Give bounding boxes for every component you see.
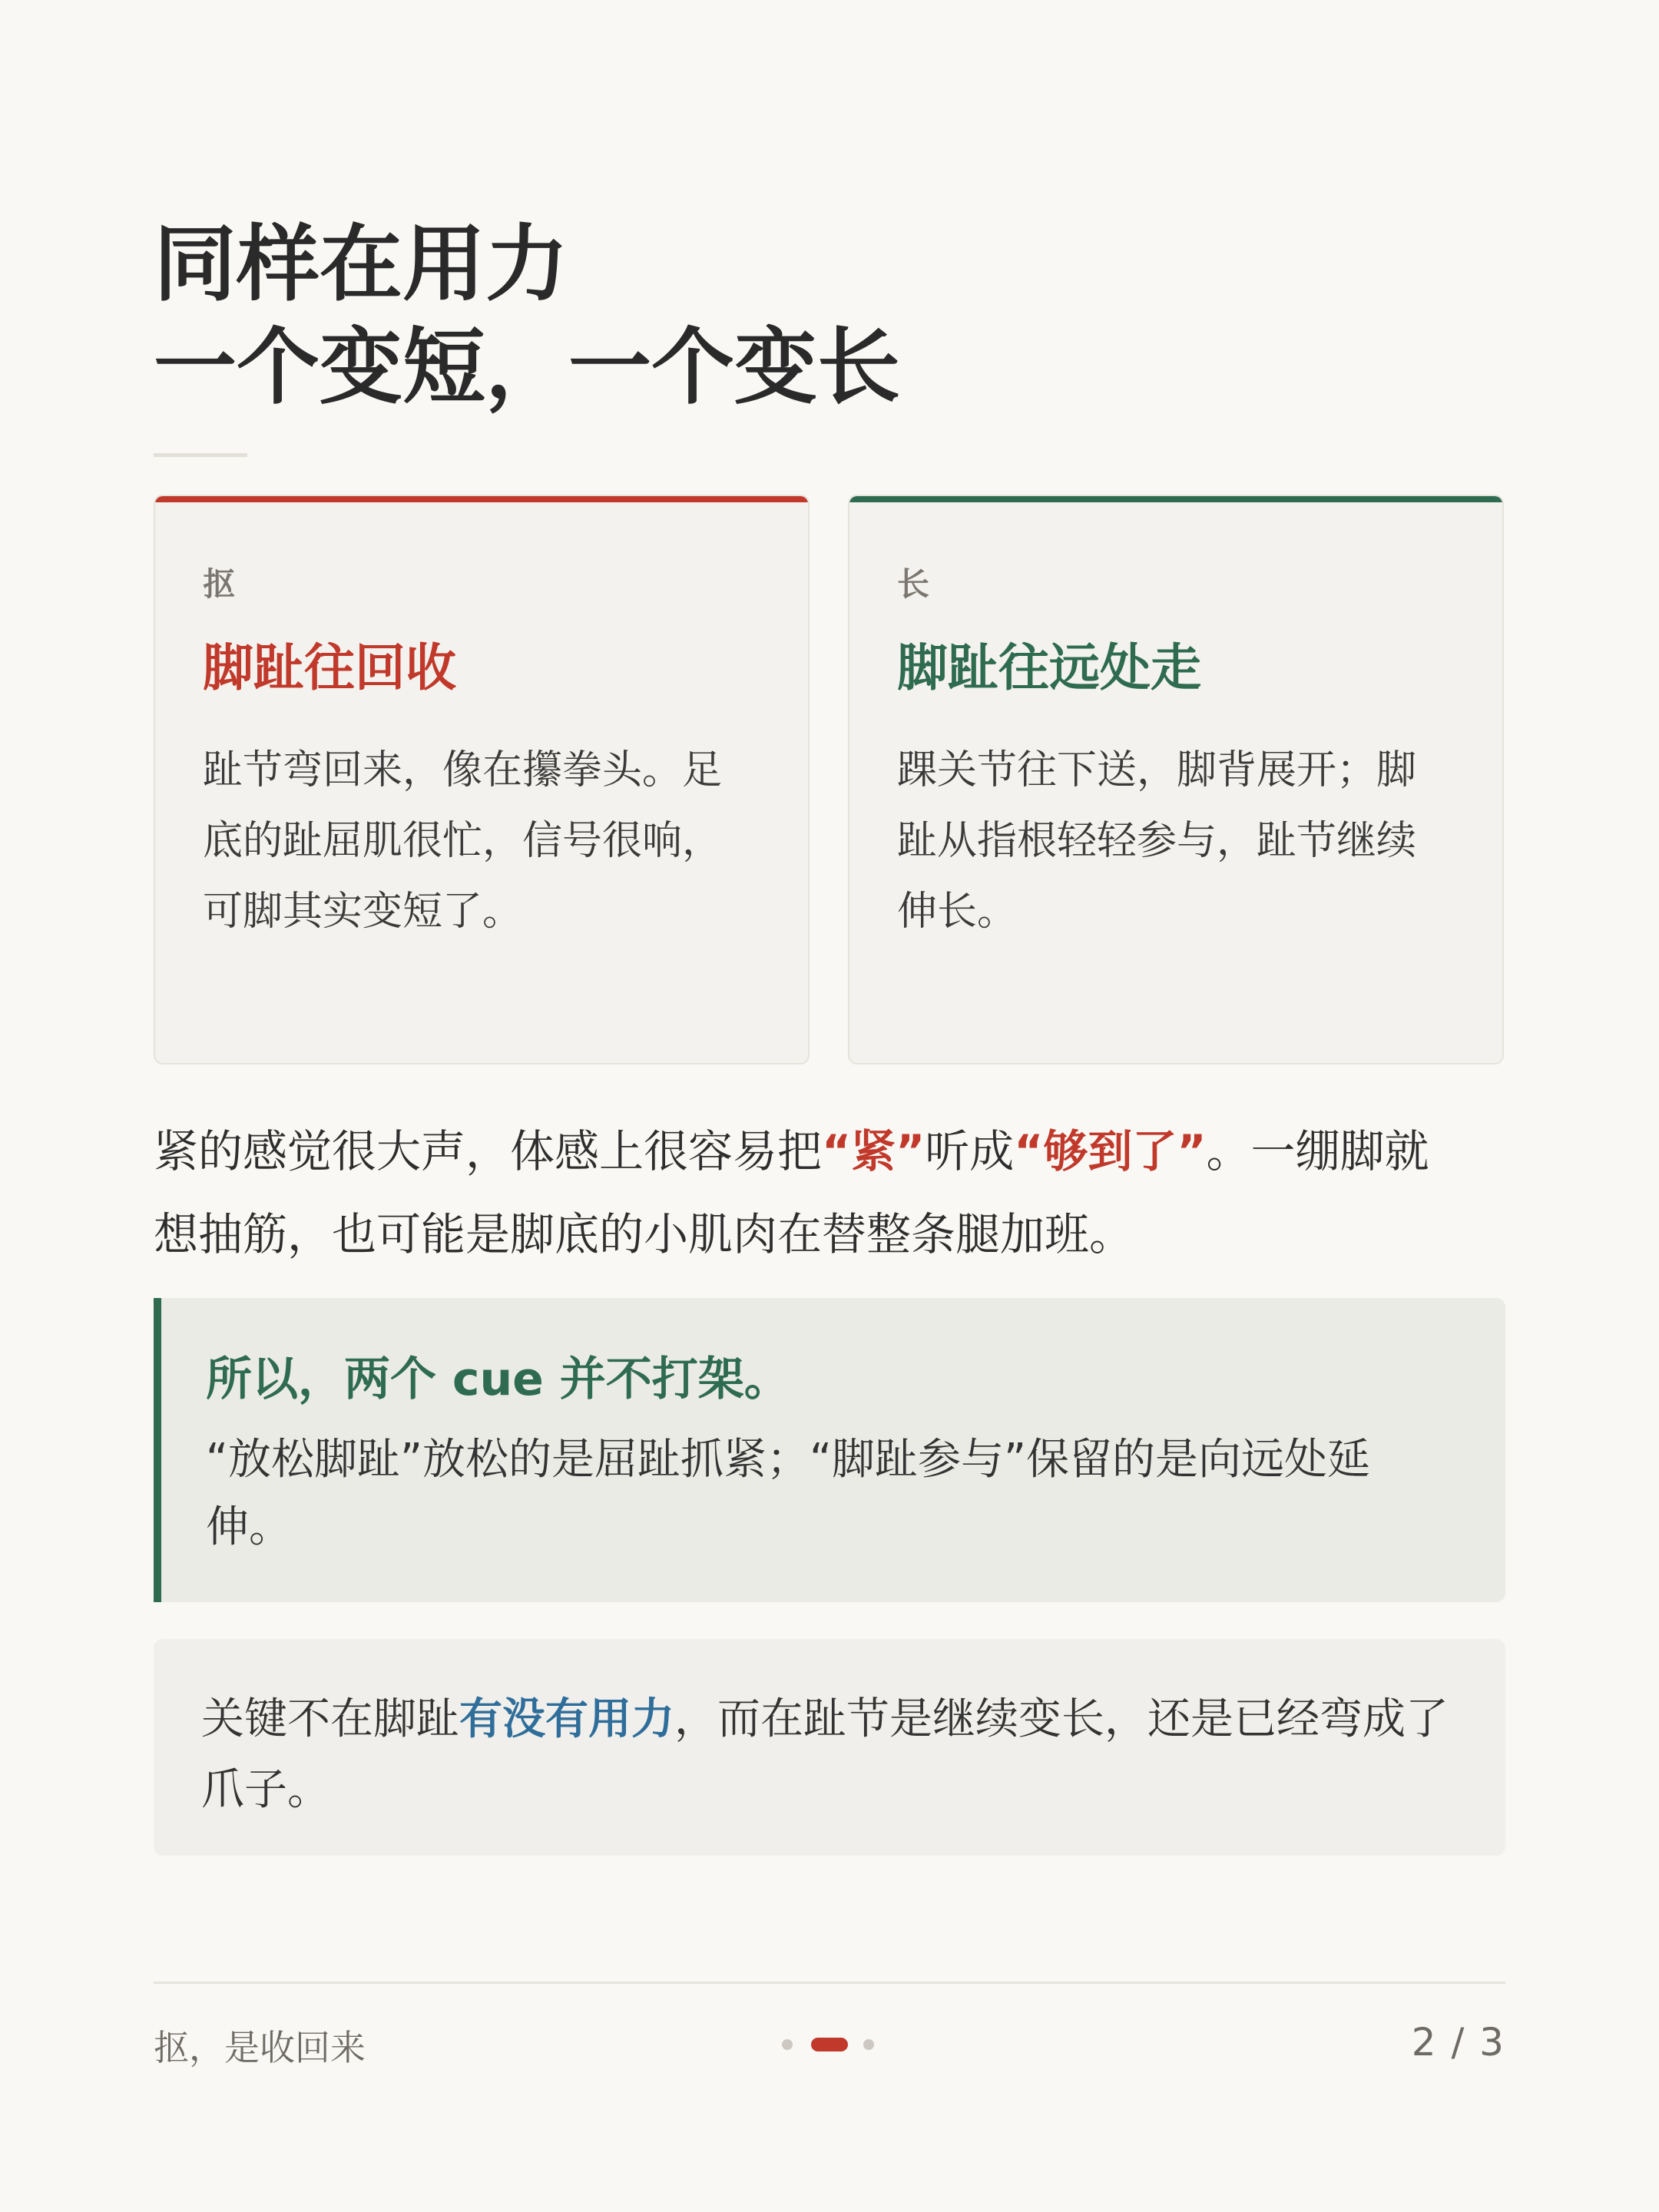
- title-line-2: 一个变短，一个变长: [154, 320, 901, 416]
- card-text-line: 可脚其实变短了。: [203, 889, 523, 935]
- card-text-line: 踝关节往下送，脚背展开；脚: [897, 747, 1417, 793]
- footer-caption: 抠，是收回来: [154, 2027, 366, 2068]
- card-text-line: 底的趾屈肌很忙，信号很响，: [203, 818, 723, 864]
- footer-divider: [154, 1982, 1505, 1984]
- note-text: ，而在趾节是继续变长，还是已经弯成了: [674, 1694, 1449, 1744]
- para-highlight-reached: “够到了”: [1014, 1125, 1207, 1177]
- callout-text-line: 伸。: [206, 1502, 292, 1552]
- page-dot-3[interactable]: [863, 2039, 874, 2050]
- card-lengthen: [848, 495, 1504, 1065]
- title-underline-divider: [154, 453, 247, 457]
- callout-heading: 所以，两个 cue 并不打架。: [206, 1353, 790, 1406]
- card-accent-bar: [849, 496, 1502, 502]
- title-line-1: 同样在用力: [154, 217, 569, 313]
- card-text-line: 趾节弯回来，像在攥拳头。足: [203, 747, 723, 793]
- card-heading: 脚趾往回收: [203, 638, 456, 697]
- note-text: 关键不在脚趾: [201, 1694, 459, 1744]
- note-text-line-1: [201, 1685, 1449, 1747]
- note-highlight: 有没有用力: [459, 1694, 674, 1744]
- para-highlight-tight: “紧”: [822, 1125, 926, 1177]
- page-dot-1[interactable]: [782, 2039, 793, 2050]
- para-text: 。一绷脚就: [1206, 1125, 1429, 1177]
- body-paragraph-line-1: [154, 1115, 1429, 1180]
- card-tag: 长: [897, 565, 930, 603]
- page-number: 2 / 3: [1411, 2020, 1505, 2065]
- page-title: [154, 214, 900, 419]
- card-heading: 脚趾往远处走: [897, 638, 1201, 697]
- callout-quote: [154, 1298, 1505, 1602]
- page-dot-2-active[interactable]: [811, 2038, 848, 2051]
- key-note-box: [154, 1639, 1505, 1856]
- card-accent-bar: [155, 496, 808, 502]
- para-text: 听成: [925, 1125, 1015, 1177]
- card-text-line: 趾从指根轻轻参与，趾节继续: [897, 818, 1417, 864]
- page-indicator-dots: [782, 2038, 877, 2051]
- note-text-line-2: 爪子。: [201, 1765, 330, 1815]
- callout-text-line: “放松脚趾”放松的是屈趾抓紧；“脚趾参与”保留的是向远处延: [206, 1435, 1371, 1485]
- body-paragraph-line-2: 想抽筋，也可能是脚底的小肌肉在替整条腿加班。: [154, 1208, 1134, 1260]
- callout-accent-bar: [154, 1298, 161, 1602]
- slide-page: [154, 0, 1505, 2212]
- card-text-line: 伸长。: [897, 889, 1018, 935]
- card-curl: [154, 495, 810, 1065]
- card-tag: 抠: [203, 565, 236, 603]
- para-text: 紧的感觉很大声，体感上很容易把: [154, 1125, 823, 1177]
